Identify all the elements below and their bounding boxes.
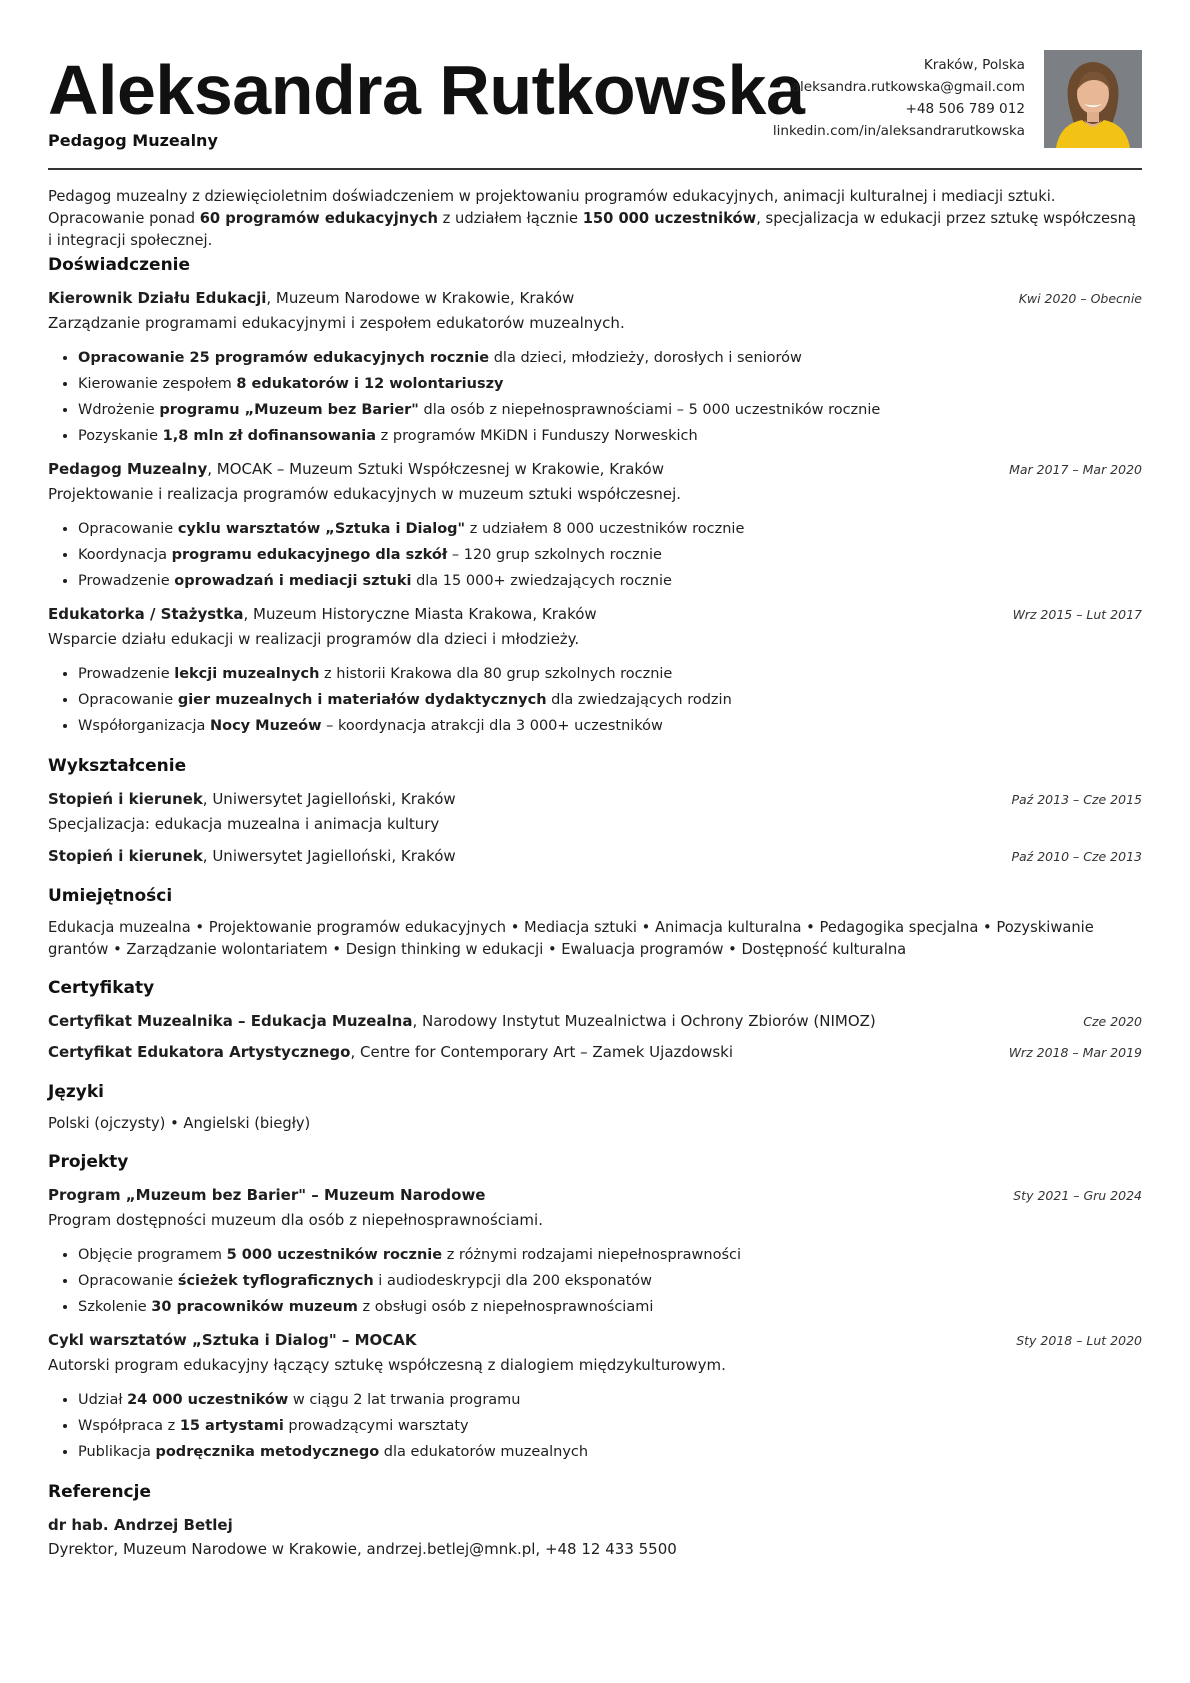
section-heading-education: Wykształcenie xyxy=(48,756,187,776)
education-date: Paź 2013 – Cze 2015 xyxy=(1011,792,1142,807)
project-title: Cykl warsztatów „Sztuka i Dialog" – MOCAK xyxy=(48,1331,417,1349)
section-heading-languages: Języki xyxy=(48,1082,104,1102)
job-achievements xyxy=(48,345,1142,449)
skills-section xyxy=(48,885,1142,961)
achievement-item: • Kierowanie zespołem 8 edukatorów i 12 wolontariuszy xyxy=(78,371,1142,397)
achievement-item: • Opracowanie cyklu warsztatów „Sztuka i Dialog" z udziałem 8 000 uczestników rocznie xyxy=(78,516,1142,542)
job-organization: , Muzeum Historyczne Miasta Krakowa, Kraków xyxy=(243,605,597,623)
section-heading-certificates: Certyfikaty xyxy=(48,978,155,998)
school-name: , Uniwersytet Jagielloński, Kraków xyxy=(202,790,456,808)
projects-section xyxy=(48,1151,1142,1465)
education-description: Specjalizacja: edukacja muzealna i animacja kultury xyxy=(48,815,440,833)
job-date: Mar 2017 – Mar 2020 xyxy=(1009,462,1142,477)
job-title: Kierownik Działu Edukacji xyxy=(48,289,267,307)
achievement-item: • Koordynacja programu edukacyjnego dla szkół – 120 grup szkolnych rocznie xyxy=(78,542,1142,568)
languages-list: Polski (ojczysty) • Angielski (biegły) xyxy=(48,1115,311,1132)
job-achievements xyxy=(48,661,1142,739)
resume-content xyxy=(48,254,1142,1577)
achievement-item: • Udział 24 000 uczestników w ciągu 2 lat trwania programu xyxy=(78,1387,1142,1413)
job-title: Pedagog Muzealny xyxy=(48,460,208,478)
achievement-item: • Współorganizacja Nocy Muzeów – koordynacja atrakcji dla 3 000+ uczestników xyxy=(78,713,1142,739)
languages-section xyxy=(48,1081,1142,1135)
section-heading-experience: Doświadczenie xyxy=(48,255,191,275)
job-organization: , MOCAK – Muzeum Sztuki Współczesnej w Krakowie, Kraków xyxy=(207,460,664,478)
project-title: Program „Muzeum bez Barier" – Muzeum Narodowe xyxy=(48,1186,486,1204)
achievement-item: • Publikacja podręcznika metodycznego dla edukatorów muzealnych xyxy=(78,1439,1142,1465)
job-description: Wsparcie działu edukacji w realizacji programów dla dzieci i młodzieży. xyxy=(48,630,580,648)
candidate-role: Pedagog Muzealny xyxy=(48,131,218,150)
project-entry xyxy=(48,1328,1142,1465)
achievement-item: • Prowadzenie lekcji muzealnych z historii Krakowa dla 80 grup szkolnych rocznie xyxy=(78,661,1142,687)
achievement-item: • Pozyskanie 1,8 mln zł dofinansowania z programów MKiDN i Funduszy Norweskich xyxy=(78,423,1142,449)
certificate-issuer: , Centre for Contemporary Art – Zamek Ujazdowski xyxy=(350,1043,734,1061)
job-date: Wrz 2015 – Lut 2017 xyxy=(1012,607,1142,622)
achievement-item: • Objęcie programem 5 000 uczestników rocznie z różnymi rodzajami niepełnosprawności xyxy=(78,1242,1142,1268)
section-heading-skills: Umiejętności xyxy=(48,886,173,906)
project-description: Autorski program edukacyjny łączący sztukę współczesną z dialogiem międzykulturowym. xyxy=(48,1356,726,1374)
education-entry xyxy=(48,844,1142,869)
certificates-section xyxy=(48,977,1142,1065)
degree-title: Stopień i kierunek xyxy=(48,847,203,865)
certificate-title: Certyfikat Muzealnika – Edukacja Muzealna xyxy=(48,1012,413,1030)
experience-section xyxy=(48,254,1142,739)
project-description: Program dostępności muzeum dla osób z niepełnosprawnościami. xyxy=(48,1211,543,1229)
certificate-entry xyxy=(48,1040,1142,1065)
reference-details: Dyrektor, Muzeum Narodowe w Krakowie, andrzej.betlej@mnk.pl, +48 12 433 5500 xyxy=(48,1540,677,1558)
certificate-entry xyxy=(48,1009,1142,1034)
job-description: Zarządzanie programami edukacyjnymi i zespołem edukatorów muzealnych. xyxy=(48,314,625,332)
certificate-date: Wrz 2018 – Mar 2019 xyxy=(1008,1045,1142,1060)
reference-name: dr hab. Andrzej Betlej xyxy=(48,1516,233,1534)
contact-block xyxy=(773,54,1025,142)
candidate-name: Aleksandra Rutkowska xyxy=(48,51,805,129)
degree-title: Stopień i kierunek xyxy=(48,790,203,808)
achievement-item: • Współpraca z 15 artystami prowadzącymi warsztaty xyxy=(78,1413,1142,1439)
contact-location: Kraków, Polska xyxy=(923,57,1025,73)
project-entry xyxy=(48,1183,1142,1320)
project-date: Sty 2021 – Gru 2024 xyxy=(1013,1188,1142,1203)
achievement-item: • Opracowanie ścieżek tyflograficznych i audiodeskrypcji dla 200 eksponatów xyxy=(78,1268,1142,1294)
achievement-item: • Opracowanie 25 programów edukacyjnych rocznie dla dzieci, młodzieży, dorosłych i seniorów xyxy=(78,345,1142,371)
references-section xyxy=(48,1481,1142,1561)
skills-list: Edukacja muzealna • Projektowanie programów edukacyjnych • Mediacja sztuki • Animacja kulturalna • Pedagogika specjalna • Pozyskiwanie grantów • Zarządzanie wolontariatem • Design thinking w edukacji • Ewaluacja programów • Dostępność kulturalna xyxy=(48,919,1094,958)
profile-photo-image xyxy=(1044,50,1142,148)
job-date: Kwi 2020 – Obecnie xyxy=(1018,291,1142,306)
contact-phone: +48 506 789 012 xyxy=(905,101,1025,117)
achievement-item: • Szkolenie 30 pracowników muzeum z obsługi osób z niepełnosprawnościami xyxy=(78,1294,1142,1320)
project-date: Sty 2018 – Lut 2020 xyxy=(1016,1333,1142,1348)
section-heading-references: Referencje xyxy=(48,1482,151,1502)
contact-linkedin[interactable]: linkedin.com/in/aleksandrarutkowska xyxy=(772,123,1025,139)
achievement-item: • Opracowanie gier muzealnych i materiałów dydaktycznych dla zwiedzających rodzin xyxy=(78,687,1142,713)
job-entry xyxy=(48,457,1142,594)
certificate-date: Cze 2020 xyxy=(1083,1014,1142,1029)
job-achievements xyxy=(48,516,1142,594)
project-achievements xyxy=(48,1242,1142,1320)
job-organization: , Muzeum Narodowe w Krakowie, Kraków xyxy=(266,289,575,307)
achievement-item: • Wdrożenie programu „Muzeum bez Barier" dla osób z niepełnosprawnościami – 5 000 uczestników rocznie xyxy=(78,397,1142,423)
profile-summary: Pedagog muzealny z dziewięcioletnim doświadczeniem w projektowaniu programów edukacyjnych, animacji kulturalnej i mediacji sztuki. Opracowanie ponad 60 programów edukacyjnych z udziałem łącznie 150 000 uczestników, specjalizacja w edukacji przez sztukę współczesną i integracji społecznej. xyxy=(48,188,1136,249)
resume-header xyxy=(48,44,1142,170)
school-name: , Uniwersytet Jagielloński, Kraków xyxy=(202,847,456,865)
achievement-item: • Prowadzenie oprowadzań i mediacji sztuki dla 15 000+ zwiedzających rocznie xyxy=(78,568,1142,594)
job-title: Edukatorka / Stażystka xyxy=(48,605,244,623)
job-entry xyxy=(48,602,1142,739)
section-heading-projects: Projekty xyxy=(48,1152,129,1172)
certificate-title: Certyfikat Edukatora Artystycznego xyxy=(48,1043,351,1061)
contact-email[interactable]: aleksandra.rutkowska@gmail.com xyxy=(791,79,1025,95)
project-achievements xyxy=(48,1387,1142,1465)
education-section xyxy=(48,755,1142,869)
job-entry xyxy=(48,286,1142,449)
certificate-issuer: , Narodowy Instytut Muzealnictwa i Ochrony Zbiorów (NIMOZ) xyxy=(412,1012,876,1030)
education-date: Paź 2010 – Cze 2013 xyxy=(1011,849,1142,864)
education-entry xyxy=(48,787,1142,836)
profile-photo xyxy=(1044,50,1142,148)
job-description: Projektowanie i realizacja programów edukacyjnych w muzeum sztuki współczesnej. xyxy=(48,485,682,503)
